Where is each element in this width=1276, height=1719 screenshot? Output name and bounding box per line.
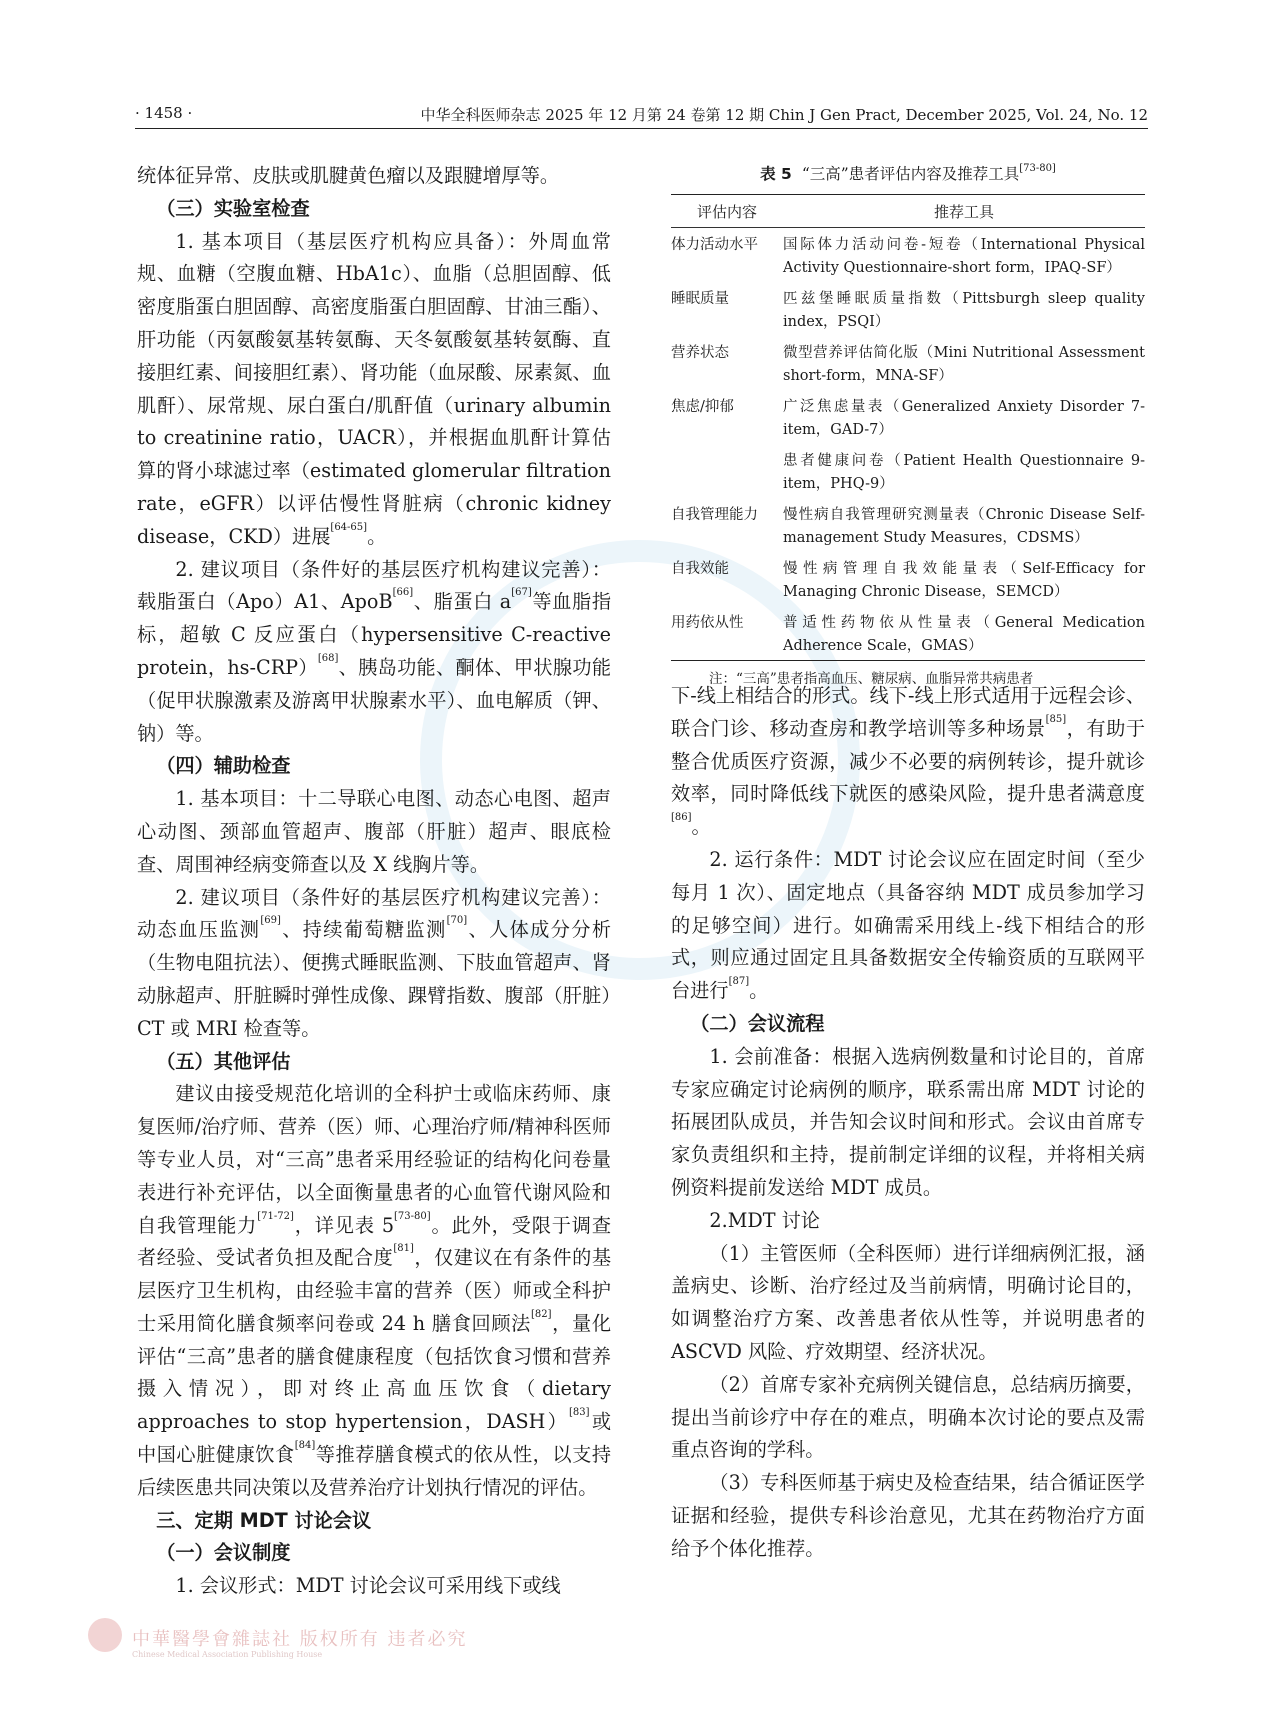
section-heading-aux: （四）辅助检查	[156, 754, 291, 778]
section-heading-system: （一）会议制度	[156, 1541, 291, 1565]
publisher-watermark-en: Chinese Medical Association Publishing House	[132, 1650, 323, 1659]
section-heading-lab: （三）实验室检查	[156, 196, 310, 220]
paragraph: 2.MDT 讨论	[709, 1208, 820, 1232]
paragraph: （2）首席专家补充病例关键信息，总结病历摘要，提出当前诊疗中存在的难点，明确本次讨论的要点及需重点咨询的学科。	[671, 1372, 1145, 1462]
paragraph: （1）主管医师（全科医师）进行详细病例汇报，涵盖病史、诊断、治疗经过及当前病情，明确讨论目的，如调整治疗方案、改善患者依从性等，并说明患者的 ASCVD 风险、疗效期望、经济状况。	[671, 1241, 1145, 1363]
paragraph: 下-线上相结合的形式。线下-线上形式适用于远程会诊、联合门诊、移动查房和教学培训等多种场景[85]，有助于整合优质医疗资源，减少不必要的病例转诊，提升就诊效率，同时降低线下就医的感染风险，提升患者满意度[86]。	[671, 684, 1146, 839]
table-row: 自我效能 慢性病管理自我效能量表（Self-Efficacy for Managing Chronic Disease，SEMCD）	[671, 561, 1145, 600]
left-column	[137, 160, 611, 1603]
section-heading-flow: （二）会议流程	[690, 1011, 825, 1035]
running-header	[135, 102, 1148, 129]
table-row: 自我管理能力 慢性病自我管理研究测量表（Chronic Disease Self-management Study Measures，CDSMS）	[671, 507, 1145, 546]
paragraph: 1. 基本项目（基层医疗机构应具备）：外周血常规、血糖（空腹血糖、HbA1c）、血脂（总胆固醇、低密度脂蛋白胆固醇、高密度脂蛋白胆固醇、甘油三酯）、肝功能（丙氨酸氨基转氨酶、天冬氨酸氨基转氨酶、直接胆红素、间接胆红素）、肾功能（血尿酸、尿素氮、血肌酐）、尿常规、尿白蛋白/肌酐值（urinary albumin to creatinine ratio，UACR），并根据血肌酐计算估算的肾小球滤过率（estimated glomerular filtration rate，eGFR）以评估慢性肾脏病（chronic kidney disease，CKD）进展[64-65]。	[137, 229, 611, 548]
column-header: 评估内容	[671, 195, 783, 228]
table-row: 患者健康问卷（Patient Health Questionnaire 9-item，PHQ-9）	[783, 453, 1145, 492]
assessment-table	[671, 194, 1145, 661]
table-row: 焦虑/抑郁 广泛焦虑量表（Generalized Anxiety Disorder 7-item，GAD-7）	[671, 399, 1145, 438]
table-caption: 表 5 “三高”患者评估内容及推荐工具[73-80]	[760, 163, 1056, 183]
paragraph: 1. 基本项目：十二导联心电图、动态心电图、超声心动图、颈部血管超声、腹部（肝脏）超声、眼底检查、周围神经病变筛查以及 X 线胸片等。	[137, 787, 611, 876]
section-heading-other: （五）其他评估	[156, 1049, 291, 1073]
table-row: 睡眠质量 匹兹堡睡眠质量指数（Pittsburgh sleep quality index，PSQI）	[671, 291, 1145, 330]
journal-citation: 中华全科医师杂志 2025 年 12 月第 24 卷第 12 期 Chin J Gen Pract, December 2025, Vol. 24, No. 12	[420, 106, 1148, 124]
paragraph: （3）专科医师基于病史及检查结果，结合循证医学证据和经验，提供专科诊治意见，尤其在药物治疗方面给予个体化推荐。	[671, 1471, 1145, 1560]
table-5	[671, 162, 1145, 687]
page-number: · 1458 ·	[135, 104, 193, 122]
paragraph: 统体征异常、皮肤或肌腱黄色瘤以及跟腱增厚等。	[137, 164, 560, 187]
paragraph: 2. 建议项目（条件好的基层医疗机构建议完善）：载脂蛋白（Apo）A1、ApoB[66]、脂蛋白 a[67]等血脂指标，超敏 C 反应蛋白（hypersensitive C-reactive protein，hs-CRP）[68]、胰岛功能、酮体、甲状腺功能（促甲状腺激素及游离甲状腺素水平）、血电解质（钾、钠）等。	[137, 557, 612, 745]
publisher-logo-icon	[88, 1618, 122, 1652]
paragraph: 1. 会议形式：MDT 讨论会议可采用线下或线	[175, 1574, 561, 1598]
column-header: 推荐工具	[783, 195, 1145, 228]
publisher-watermark: 中華醫學會雜誌社 版权所有 违者必究	[132, 1629, 468, 1650]
table-note: 注：“三高”患者指高血压、糖尿病、血脂异常共病患者	[709, 671, 1034, 687]
paragraph: 2. 运行条件：MDT 讨论会议应在固定时间（至少每月 1 次）、固定地点（具备容纳 MDT 成员参加学习的足够空间）进行。如确需采用线上-线下相结合的形式，则应通过固定且具备数据安全传输资质的互联网平台进行[87]。	[671, 847, 1145, 1003]
table-row: 体力活动水平 国际体力活动问卷-短卷（International Physical Activity Questionnaire-short form，IPAQ-SF）	[671, 237, 1145, 276]
paragraph: 2. 建议项目（条件好的基层医疗机构建议完善）：动态血压监测[69]、持续葡萄糖监测[70]、人体成分分析（生物电阻抗法）、便携式睡眠监测、下肢血管超声、肾动脉超声、肝脏瞬时弹性成像、踝臂指数、腹部（肝脏）CT 或 MRI 检查等。	[137, 885, 612, 1040]
paragraph: 1. 会前准备：根据入选病例数量和讨论目的，首席专家应确定讨论病例的顺序，联系需出席 MDT 讨论的拓展团队成员，并告知会议时间和形式。会议由首席专家负责组织和主持，提前制定详细的议程，并将相关病例资料提前发送给 MDT 成员。	[671, 1044, 1145, 1199]
paragraph: 建议由接受规范化培训的全科护士或临床药师、康复医师/治疗师、营养（医）师、心理治疗师/精神科医师等专业人员，对“三高”患者采用经验证的结构化问卷量表进行补充评估，以全面衡量患者的心血管代谢风险和自我管理能力[71-72]，详见表 5[73-80]。此外，受限于调查者经验、受试者负担及配合度[81]，仅建议在有条件的基层医疗卫生机构，由经验丰富的营养（医）师或全科护士采用简化膳食频率问卷或 24 h 膳食回顾法[82]，量化评估“三高”患者的膳食健康程度（包括饮食习惯和营养摄入情况），即对终止高血压饮食（dietary approaches to stop hypertension，DASH）[83]或中国心脏健康饮食[84]等推荐膳食模式的依从性，以支持后续医患共同决策以及营养治疗计划执行情况的评估。	[137, 1082, 612, 1499]
right-column	[671, 680, 1145, 1566]
table-row: 营养状态 微型营养评估简化版（Mini Nutritional Assessment short-form，MNA-SF）	[671, 345, 1145, 384]
section-heading-mdt: 三、定期 MDT 讨论会议	[156, 1508, 372, 1532]
table-row: 用药依从性 普适性药物依从性量表（General Medication Adherence Scale，GMAS）	[671, 615, 1145, 654]
